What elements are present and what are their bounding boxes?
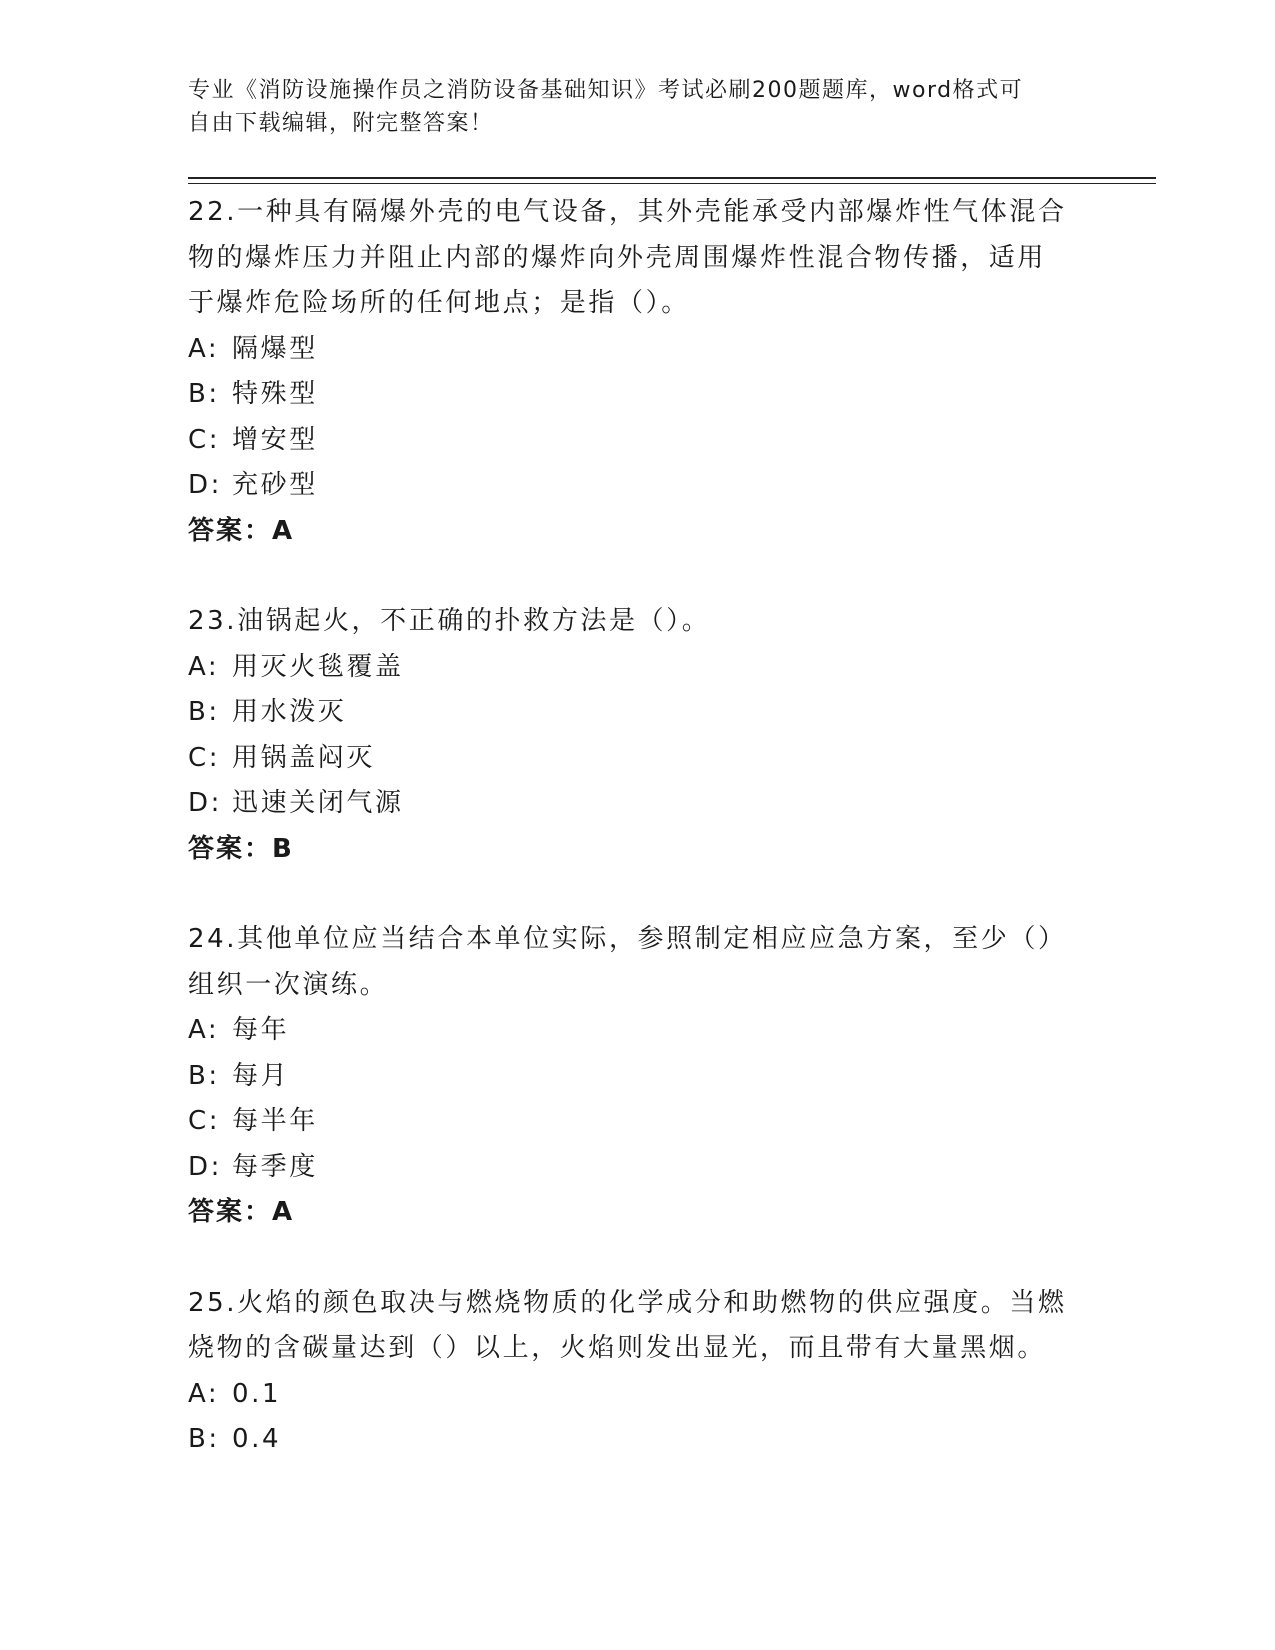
- document-header: [188, 74, 1068, 140]
- header-rule-thick: [188, 177, 1156, 179]
- option-letter: B:: [188, 1060, 220, 1091]
- option-letter: B:: [188, 1424, 220, 1454]
- option-letter: A:: [188, 1378, 220, 1409]
- option-text: 每季度: [232, 1151, 318, 1182]
- question-text-line: 23.油锅起火，不正确的扑救方法是（）。: [188, 606, 711, 636]
- question-text-line: 物的爆炸压力并阻止内部的爆炸向外壳周围爆炸性混合物传播，适用: [188, 242, 1047, 273]
- answer-line: 答案：A: [188, 1197, 295, 1227]
- question-22: [188, 190, 1088, 554]
- option-d: [188, 781, 1088, 827]
- header-rule-thin: [188, 183, 1156, 184]
- option-a: [188, 327, 1088, 373]
- question-23: [188, 599, 1088, 872]
- option-text: 迅速关闭气源: [232, 788, 404, 818]
- question-text-line: 22.一种具有隔爆外壳的电气设备，其外壳能承受内部爆炸性气体混合: [188, 197, 1067, 227]
- option-text: 0.4: [232, 1424, 282, 1454]
- question-text-line: 组织一次演练。: [188, 969, 389, 1000]
- option-letter: B:: [188, 697, 220, 727]
- question-list: [188, 190, 1088, 1508]
- answer-line: 答案：B: [188, 833, 294, 864]
- option-a: [188, 1008, 1088, 1054]
- option-a: [188, 1372, 1088, 1418]
- question-text-line: 24.其他单位应当结合本单位实际，参照制定相应应急方案，至少（）: [188, 924, 1067, 954]
- header-line-2: 自由下载编辑，附完整答案！: [188, 111, 494, 136]
- option-letter: A:: [188, 1015, 220, 1045]
- option-a: [188, 645, 1088, 691]
- option-b: [188, 1417, 1088, 1463]
- option-c: [188, 418, 1088, 464]
- option-c: [188, 736, 1088, 782]
- option-letter: D:: [188, 1151, 222, 1182]
- question-text-line: 烧物的含碳量达到（）以上，火焰则发出显光，而且带有大量黑烟。: [188, 1333, 1047, 1363]
- option-letter: A:: [188, 333, 220, 364]
- option-text: 增安型: [232, 424, 318, 455]
- option-text: 0.1: [232, 1378, 282, 1409]
- option-d: [188, 463, 1088, 509]
- option-text: 用锅盖闷灭: [232, 742, 376, 773]
- option-d: [188, 1145, 1088, 1191]
- question-text-line: 25.火焰的颜色取决与燃烧物质的化学成分和助燃物的供应强度。当燃: [188, 1287, 1067, 1318]
- option-letter: B:: [188, 379, 220, 409]
- option-letter: C:: [188, 1106, 221, 1136]
- question-text-line: 于爆炸危险场所的任何地点；是指（）。: [188, 288, 690, 318]
- option-b: [188, 1054, 1088, 1100]
- option-b: [188, 372, 1088, 418]
- option-text: 用灭火毯覆盖: [232, 651, 404, 682]
- option-letter: C:: [188, 742, 221, 773]
- option-c: [188, 1099, 1088, 1145]
- option-text: 隔爆型: [232, 333, 318, 364]
- option-b: [188, 690, 1088, 736]
- option-letter: C:: [188, 424, 221, 455]
- option-text: 每半年: [232, 1106, 318, 1136]
- question-25: [188, 1281, 1088, 1463]
- option-text: 用水泼灭: [232, 697, 347, 727]
- header-line-1: 专业《消防设施操作员之消防设备基础知识》考试必刷200题题库，word格式可: [188, 78, 1024, 103]
- answer-line: 答案：A: [188, 515, 295, 546]
- question-24: [188, 917, 1088, 1236]
- option-text: 每年: [232, 1015, 290, 1045]
- option-text: 充砂型: [232, 470, 318, 500]
- option-text: 每月: [232, 1060, 290, 1091]
- option-letter: D:: [188, 470, 222, 500]
- option-letter: A:: [188, 651, 220, 682]
- option-text: 特殊型: [232, 379, 318, 409]
- option-letter: D:: [188, 788, 222, 818]
